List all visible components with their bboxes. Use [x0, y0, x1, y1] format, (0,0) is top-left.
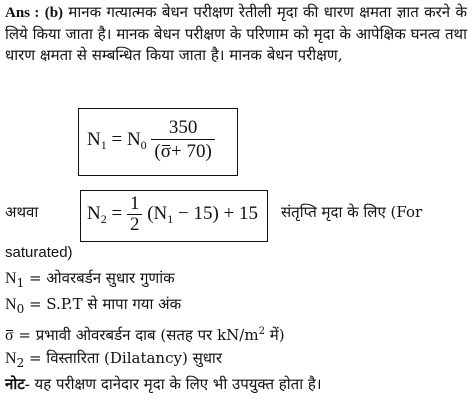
definition-n0 [5, 294, 181, 320]
def-sigma-text: = प्रभावी ओवरबर्डन दाब (सतह पर kN/m [13, 326, 259, 344]
def-n0-sub: 0 [16, 302, 25, 316]
formula-n1-box [78, 108, 238, 176]
n0-equals: = N [106, 128, 141, 150]
n0-subscript: 0 [140, 137, 147, 152]
n1-subscript: 1 [100, 137, 107, 152]
def-n2-text: = विस्तारिता (Dilatancy) सुधार [24, 349, 222, 367]
formula-n1-fraction [151, 117, 214, 164]
def-n1-sub: 1 [16, 276, 25, 290]
def-n1-text: = ओवरबर्डन सुधार गुणांक [24, 269, 175, 287]
definition-sigma [5, 321, 285, 346]
def-n2-symbol: N [5, 350, 17, 367]
def-sigma-sup: 2 [258, 326, 265, 337]
n2-equals: = [106, 202, 127, 224]
sigma-bar-symbol: σ [160, 141, 171, 162]
def-sigma-end: में) [264, 326, 285, 344]
half-fraction [127, 194, 143, 235]
n1-open: (N [147, 202, 168, 224]
answer-paragraph [5, 2, 467, 66]
note-text: यह परीक्षण दानेदार मृदा के लिए भी उपयुक्त होता है। [29, 375, 322, 393]
half-denominator: 2 [129, 214, 140, 235]
saturated-note: संतृप्ति मृदा के लिए (For [281, 203, 423, 221]
definition-n1 [5, 268, 175, 294]
note-label: नोट- [5, 377, 30, 393]
def-sigma-symbol: σ [5, 327, 14, 344]
n1-symbol: N [87, 128, 101, 150]
saturated-note-line2: saturated) [5, 244, 73, 261]
option-label: (b) [44, 5, 64, 21]
def-n0-symbol: N [5, 296, 17, 313]
fraction-numerator: 350 [151, 117, 214, 140]
answer-label: Ans : [5, 5, 40, 21]
answer-text: मानक गत्यात्मक बेधन परीक्षण रेतीली मृदा की धारण क्षमता ज्ञात करने के लिये किया जाता है। मानक बेधन परीक्षण के परिणाम को मृदा के आपेक्षिक घनत्व तथा धारण क्षमता से सम्बन्धित किया जाता है। मानक बेधन परीक्षण, [5, 3, 467, 64]
den-open-paren: ( [154, 141, 161, 162]
definition-n2 [5, 348, 222, 374]
def-n1-symbol: N [5, 270, 17, 287]
fraction-denominator [151, 140, 214, 164]
inner-n1-subscript: 1 [167, 211, 174, 226]
note-line [5, 374, 322, 396]
formula-n2-box [80, 190, 268, 242]
half-numerator: 1 [127, 194, 143, 215]
def-n2-sub: 2 [16, 356, 25, 370]
n2-subscript: 2 [100, 211, 107, 226]
n2-rest: − 15) + 15 [173, 202, 259, 224]
den-rest: + 70) [171, 141, 212, 162]
def-n0-text: = S.P.T से मापा गया अंक [24, 295, 182, 313]
formula-n2-prefix: अथवा [5, 203, 39, 221]
n2-symbol: N [87, 202, 101, 224]
